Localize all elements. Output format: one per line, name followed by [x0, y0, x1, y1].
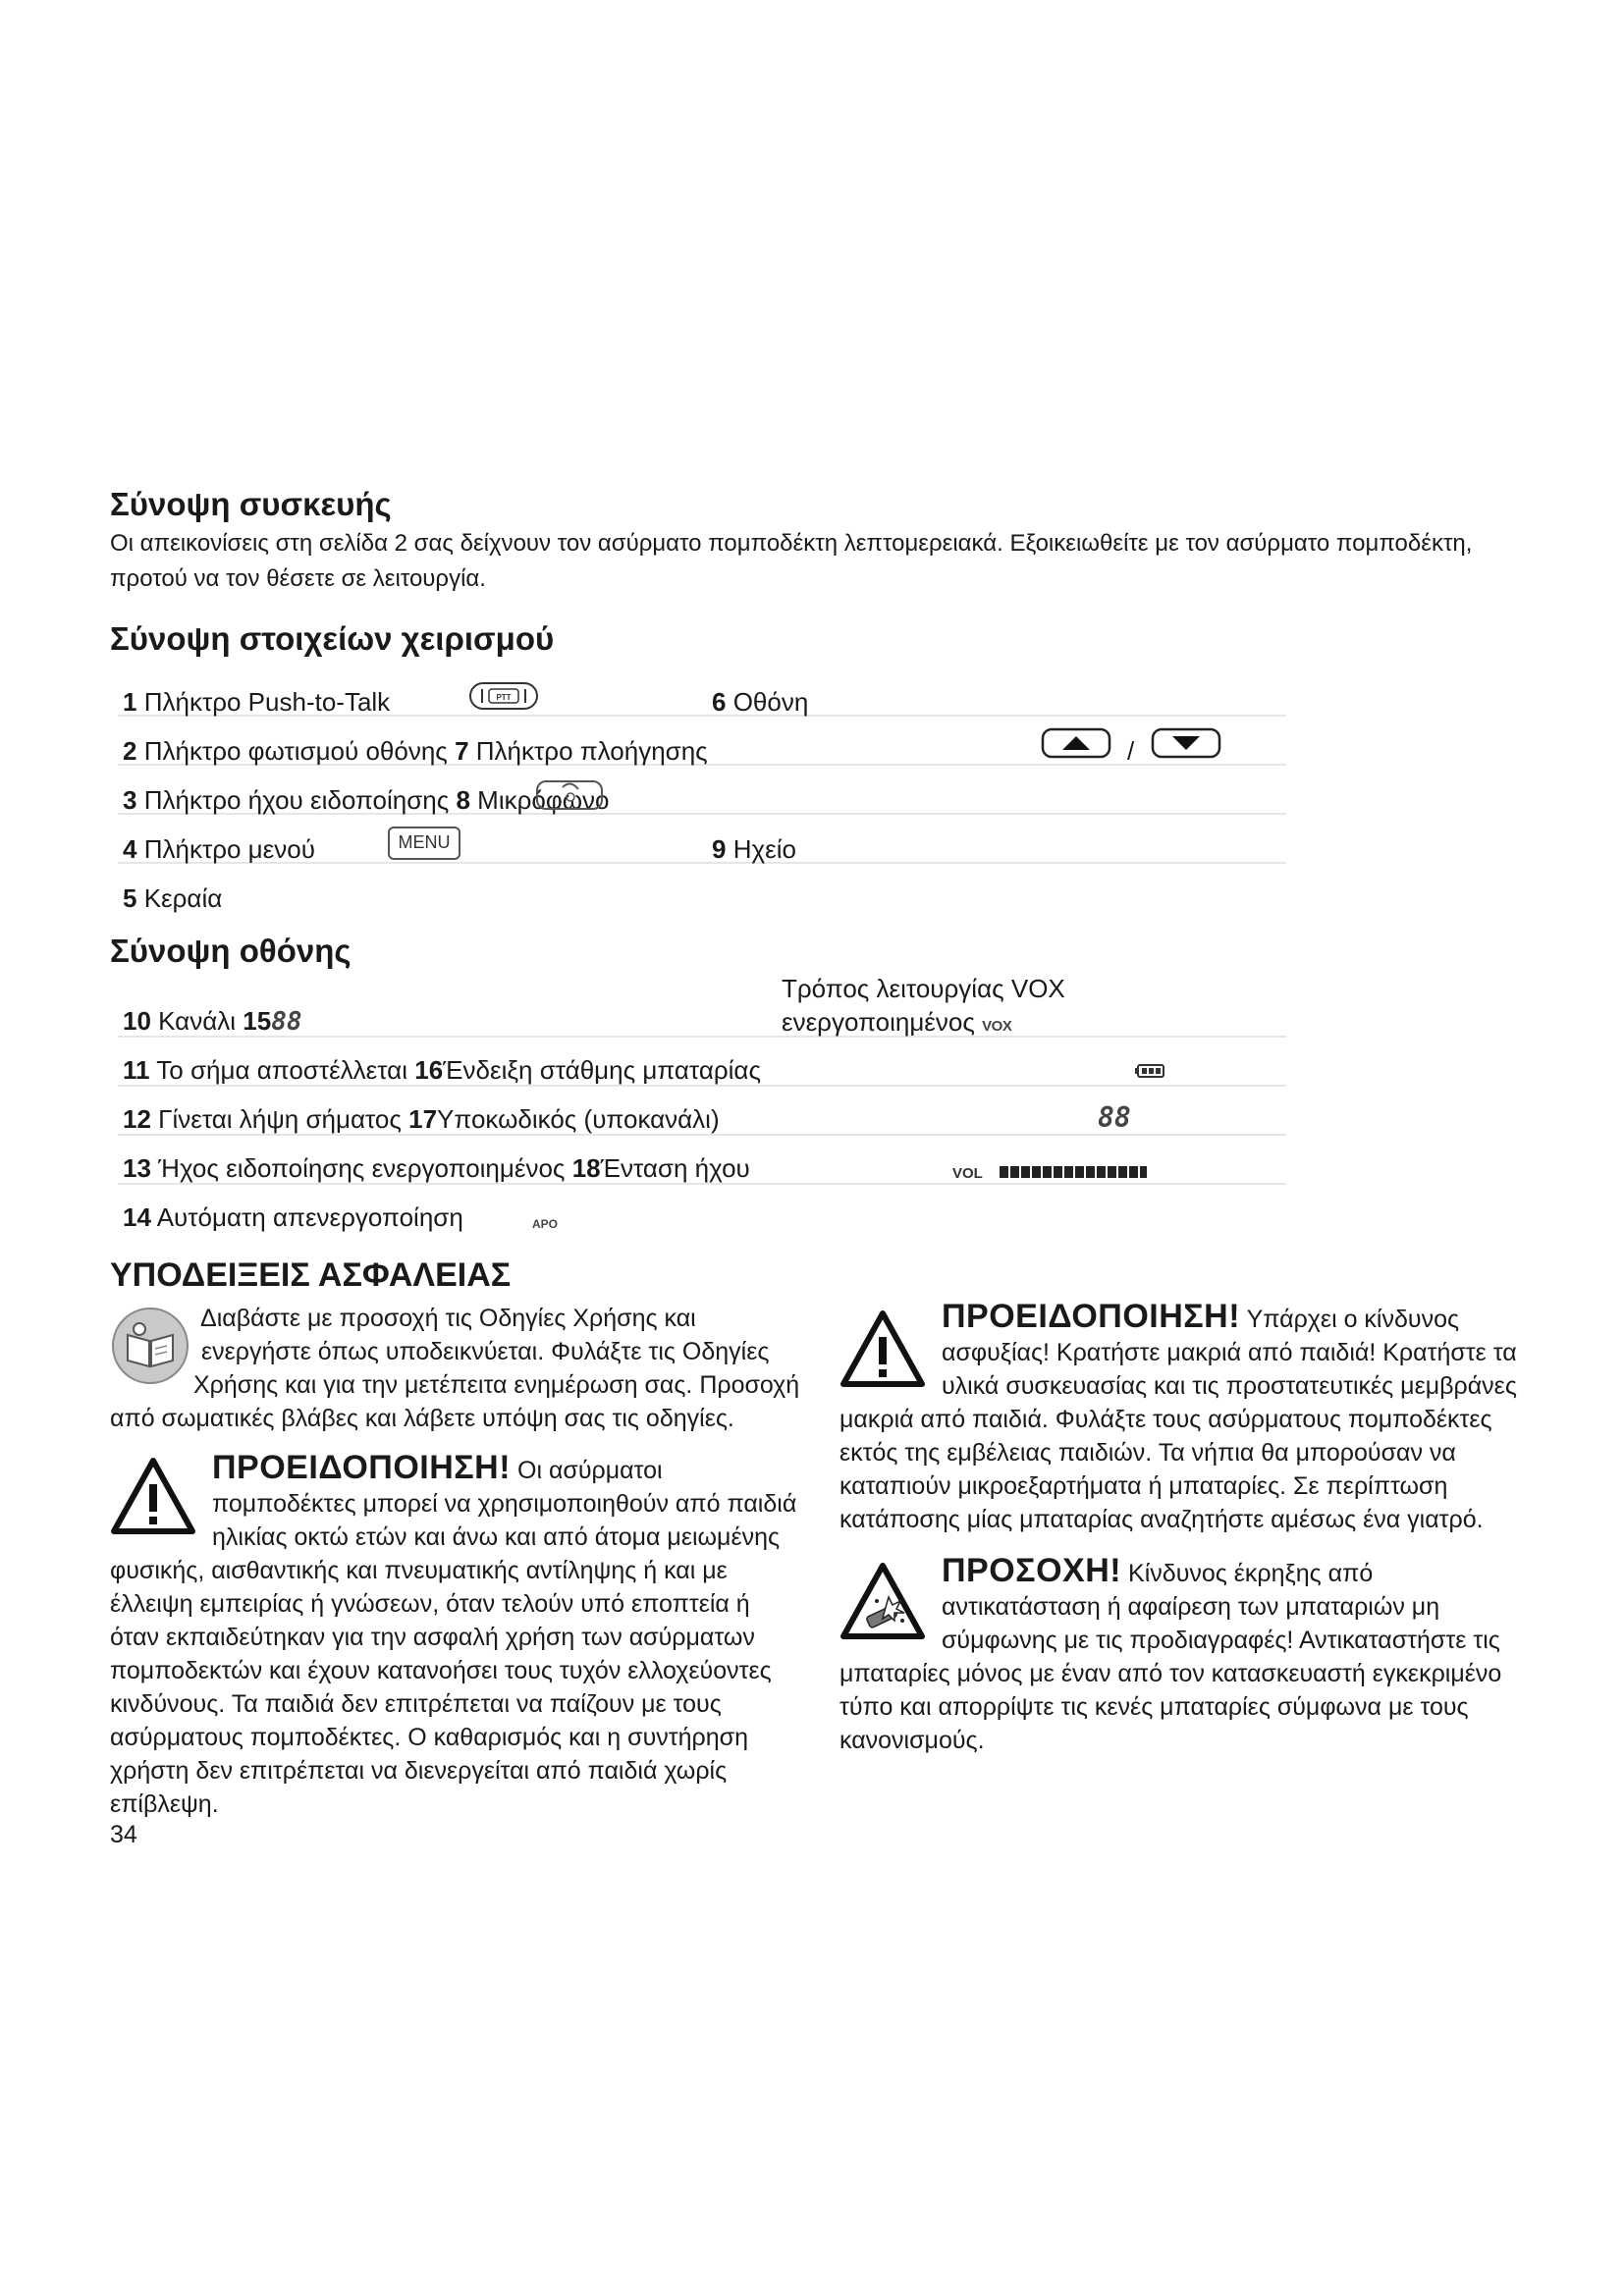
item-label: Ένταση ήχου	[600, 1153, 750, 1183]
caution-text: Κίνδυνος έκρηξης από αντικατάσταση ή αφαίρεση των μπαταριών μη σύμφωνης με τις προδιαγραφές! Αντικαταστήστε τις μπαταρίες μόνος με έναν από τον κατασκευαστή εγκεκριμένο τύπο και απορρίψτε τις κενές μπαταρίες σύμφωνα με τους κανονισμούς.	[839, 1560, 1502, 1754]
item-label: Το σήμα αποστέλλεται	[156, 1055, 407, 1085]
control-item-6	[712, 687, 808, 718]
item-number: 4	[123, 834, 137, 864]
safety-intro: Διαβάστε με προσοχή τις Οδηγίες Χρήσης και ενεργήστε όπως υποδεικνύεται. Φυλάξτε τις Οδηγίες Χρήσης και για την μετέπειτα ενημέρωση σας. Προσοχή από σωματικές βλάβες και λάβετε υπόψη σας τις οδηγίες.	[110, 1305, 800, 1432]
vox-mode-label: Τρόπος λειτουργίας VOX ενεργοποιημένος VOX	[782, 974, 1065, 1037]
vol-label: VOL	[952, 1165, 983, 1182]
item-label: Πλήκτρο Push-to-Talk	[143, 687, 391, 717]
channel-lcd-glyph: 88	[271, 1007, 302, 1037]
display-title: Σύνοψη οθόνης	[110, 933, 352, 969]
safety-right-column	[839, 1300, 1532, 1757]
warning-triangle-icon	[839, 1309, 926, 1388]
svg-text:PTT: PTT	[496, 693, 512, 702]
item-number: 16	[414, 1055, 444, 1085]
nav-up-key-icon	[1041, 726, 1111, 760]
warning-word: ΠΡΟΕΙΔΟΠΟΙΗΣΗ!	[212, 1449, 512, 1486]
overview-text: Οι απεικονίσεις στη σελίδα 2 σας δείχνουν τον ασύρματο πομποδέκτη λεπτομερειακά. Εξοικειωθείτε με τον ασύρματο πομποδέκτη, προτού να τον θέσετε σε λειτουργία.	[110, 530, 1473, 592]
item-label: Ένδειξη στάθμης μπαταρίας	[443, 1055, 761, 1085]
item-label: Κανάλι	[158, 1006, 237, 1036]
item-number: 5	[123, 883, 137, 913]
item-label: Αυτόματη απενεργοποίηση	[156, 1202, 463, 1232]
item-number: 10	[123, 1006, 151, 1036]
caution-block	[839, 1554, 1532, 1757]
display-item-14	[123, 1202, 463, 1233]
item-number: 2	[123, 736, 137, 766]
display-item-12	[123, 1104, 720, 1135]
volume-bar-fill	[1000, 1166, 1147, 1178]
item-number: 9	[712, 834, 727, 864]
display-item-11	[123, 1055, 761, 1086]
display-item-10	[123, 1006, 302, 1037]
item-label: Οθόνη	[732, 687, 809, 717]
controls-title: Σύνοψη στοιχείων χειρισμού	[110, 620, 555, 657]
warning-block-2	[839, 1300, 1532, 1536]
item-number: 18	[571, 1153, 601, 1183]
read-manual-icon	[110, 1306, 190, 1386]
item-number: 8	[456, 785, 470, 815]
item-number: 11	[123, 1055, 150, 1085]
safety-left-column	[110, 1302, 805, 1849]
item-label: Ήχος ειδοποίησης ενεργοποιημένος	[158, 1153, 566, 1183]
item-label: Πλήκτρο ήχου ειδοποίησης	[143, 785, 450, 815]
overview-title: Σύνοψη συσκευής	[110, 486, 392, 522]
page-number: 34	[110, 1821, 137, 1848]
item-number: 15	[243, 1006, 272, 1036]
control-item-1	[123, 687, 390, 718]
item-label: Πλήκτρο πλοήγησης	[475, 736, 708, 766]
tone-key-icon	[535, 775, 606, 815]
item-number: 13	[123, 1153, 151, 1183]
control-item-5	[123, 883, 222, 914]
item-number: 1	[123, 687, 137, 717]
item-label: Πλήκτρο μενού	[143, 834, 315, 864]
item-label: Ηχείο	[732, 834, 796, 864]
caution-word: ΠΡΟΣΟΧΗ!	[942, 1552, 1122, 1589]
item-number: 6	[712, 687, 727, 717]
warning-text: Υπάρχει ο κίνδυνος ασφυξίας! Κρατήστε μακριά από παιδιά! Κρατήστε τα υλικά συσκευασίας και τις προστατευτικές μεμβράνες μακριά από παιδιά. Φυλάξτε τους ασύρματους πομποδέκτες εκτός της εμβέλειας παιδιών. Τα νήπια θα μπορούσαν να καταπιούν μικροεξαρτήματα ή μπαταρίες. Σε περίπτωση κατάποσης μίας μπαταρίας αναζητήστε αμέσως ένα γιατρό.	[839, 1306, 1517, 1533]
item-number: 7	[455, 736, 469, 766]
warning-block-1	[110, 1451, 805, 1821]
explosion-warning-icon	[839, 1562, 926, 1640]
control-item-2	[123, 736, 708, 767]
item-label: Πλήκτρο φωτισμού οθόνης	[143, 736, 448, 766]
item-label: Υποκωδικός (υποκανάλι)	[437, 1104, 720, 1134]
item-label: Μικρόφωνο	[477, 785, 610, 815]
warning-triangle-icon	[110, 1457, 196, 1535]
nav-separator: /	[1127, 736, 1135, 766]
volume-bar	[1000, 1166, 1147, 1178]
item-label: Γίνεται λήψη σήματος	[158, 1104, 402, 1134]
item-number: 17	[408, 1104, 438, 1134]
menu-key-icon: MENU	[388, 827, 460, 860]
item-number: 12	[123, 1104, 151, 1134]
warning-text: Οι ασύρματοι πομποδέκτες μπορεί να χρησιμοποιηθούν από παιδιά ηλικίας οκτώ ετών και άνω και από άτομα μειωμένης φυσικής, αισθαντικής και πνευματικής αντίληψης ή και με έλλειψη εμπειρίας ή γνώσεων, όταν τελούν υπό εποπτεία ή όταν εκπαιδεύτηκαν για την ασφαλή χρήση των ασύρματων πομποδεκτών και έχουν κατανοήσει τους τυχόν ελλοχεύοντες κινδύνους. Τα παιδιά δεν επιτρέπεται να παίζουν με τους ασύρματους πομποδέκτες. Ο καθαρισμός και η συντήρηση χρήστη δεν επιτρέπεται να διενεργείται από παιδιά χωρίς επίβλεψη.	[110, 1457, 797, 1818]
display-item-13	[123, 1153, 750, 1184]
item-number: 14	[123, 1202, 151, 1232]
item-number: 3	[123, 785, 137, 815]
control-item-4	[123, 834, 315, 865]
apo-icon: APO	[532, 1217, 559, 1231]
warning-word: ΠΡΟΕΙΔΟΠΟΙΗΣΗ!	[942, 1298, 1241, 1335]
nav-down-key-icon	[1151, 726, 1221, 760]
battery-icon	[1134, 1062, 1167, 1080]
vox-icon: VOX	[982, 1018, 1012, 1035]
item-label: Κεραία	[143, 883, 223, 913]
ptt-key-icon	[468, 681, 539, 711]
safety-title: ΥΠΟΔΕΙΞΕΙΣ ΑΣΦΑΛΕΙΑΣ	[110, 1256, 512, 1294]
control-item-9	[712, 834, 796, 865]
subcode-lcd-glyph: 88	[1098, 1101, 1131, 1134]
